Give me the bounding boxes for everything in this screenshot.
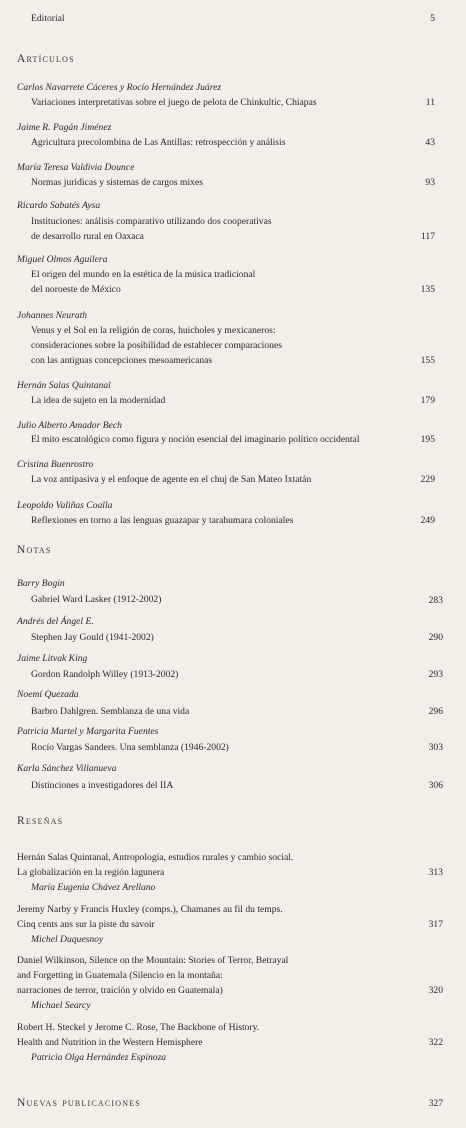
article-author: Miguel Olmos Aguilera: [17, 254, 108, 265]
note-page-number: 290: [428, 632, 443, 643]
article-title-line: Instituciones: análisis comparativo utilizando dos cooperativas: [31, 216, 272, 227]
article-title-line: de desarrollo rural en Oaxaca: [31, 231, 144, 242]
article-page-number: 117: [420, 231, 435, 242]
article-title: La voz antipasiva y el enfoque de agente en el chuj de San Mateo Ixtatán: [31, 474, 312, 485]
article-page-number: 11: [425, 97, 435, 108]
article-title: Reflexiones en torno a las lenguas guazapar y tarahumara coloniales: [31, 515, 294, 526]
note-title: Stephen Jay Gould (1941-2002): [31, 632, 154, 643]
article-author: Carlos Navarrete Cáceres y Rocío Hernández Juárez: [17, 82, 222, 93]
article-title-line: consideraciones sobre la posibilidad de establecer comparaciones: [31, 340, 282, 351]
note-author: Noemí Quezada: [17, 689, 79, 700]
review-line: La globalización en la región lagunera: [17, 867, 165, 878]
note-page-number: 296: [428, 706, 443, 717]
note-author: Patricia Martel y Margarita Fuentes: [17, 726, 159, 737]
article-page-number: 195: [420, 434, 435, 445]
note-author: Barry Bogin: [17, 578, 65, 589]
review-line: and Forgetting in Guatemala (Silencio en la montaña:: [17, 970, 223, 981]
review-line: Daniel Wilkinson, Silence on the Mountain: Stories of Terror, Betrayal: [17, 955, 289, 966]
editorial-page-number: 5: [430, 13, 435, 24]
review-line: Jeremy Narby y Francis Huxley (comps.), Chamanes au fil du temps.: [17, 904, 283, 915]
review-line: Health and Nutrition in the Western Hemisphere: [17, 1037, 203, 1048]
note-title: Rocío Vargas Sanders. Una semblanza (1946-2002): [31, 742, 229, 753]
article-title: Variaciones interpretativas sobre el juego de pelota de Chinkultic, Chiapas: [31, 97, 317, 108]
note-author: Andrés del Ángel E.: [17, 616, 94, 627]
article-title: Agricultura precolombina de Las Antillas: retrospección y análisis: [31, 137, 286, 148]
section-heading-nuevas-publicaciones: Nuevas publicaciones: [17, 1097, 141, 1109]
article-title: El mito escatológico como figura y noción esencial del imaginario político occidental: [31, 434, 360, 445]
article-author: Johannes Neurath: [17, 310, 88, 321]
section-heading-resenas: Reseñas: [17, 815, 64, 827]
review-page-number: 317: [428, 919, 443, 930]
article-author: Cristina Buenrostro: [17, 459, 94, 470]
reviewer-name: María Eugenia Chávez Arellano: [31, 882, 156, 893]
article-author: Hernán Salas Quintanal: [17, 380, 111, 391]
article-title-line: El origen del mundo en la estética de la música tradicional: [31, 269, 256, 280]
review-page-number: 322: [428, 1037, 443, 1048]
article-page-number: 179: [420, 395, 435, 406]
note-page-number: 306: [428, 780, 443, 791]
reviewer-name: Michel Duquesnoy: [31, 934, 104, 945]
article-title-line: Venus y el Sol en la religión de coras, huicholes y mexicaneros:: [31, 325, 276, 336]
nuevas-publicaciones-page-number: 327: [428, 1098, 443, 1109]
review-line: Hernán Salas Quintanal, Antropología, estudios rurales y cambio social.: [17, 852, 294, 863]
note-title: Distinciones a investigadores del IIA: [31, 780, 174, 791]
editorial-entry: Editorial: [31, 13, 65, 24]
note-title: Barbro Dahlgren. Semblanza de una vida: [31, 706, 190, 717]
review-page-number: 313: [428, 867, 443, 878]
article-author: Jaime R. Pagán Jiménez: [17, 122, 112, 133]
reviewer-name: Michael Searcy: [31, 1000, 91, 1011]
section-heading-notas: Notas: [17, 544, 52, 556]
note-author: Karla Sánchez Villanueva: [17, 763, 117, 774]
note-title: Gabriel Ward Lasker (1912-2002): [31, 594, 162, 605]
article-author: Julio Alberto Amador Bech: [17, 420, 122, 431]
note-page-number: 293: [428, 669, 443, 680]
note-title: Gordon Randolph Willey (1913-2002): [31, 669, 179, 680]
article-page-number: 135: [420, 284, 435, 295]
article-page-number: 249: [420, 515, 435, 526]
article-page-number: 229: [420, 474, 435, 485]
note-page-number: 283: [428, 595, 443, 606]
article-page-number: 43: [425, 137, 435, 148]
article-title: La idea de sujeto en la modernidad: [31, 395, 166, 406]
article-author: Leopoldo Valiñas Coalla: [17, 500, 113, 511]
article-page-number: 155: [420, 355, 435, 366]
section-heading-articulos: Artículos: [17, 53, 75, 65]
article-author: Ricardo Sabatés Aysa: [17, 200, 101, 211]
article-author: María Teresa Valdivia Dounce: [17, 162, 135, 173]
review-line: Cinq cents ans sur la piste du savoir: [17, 919, 155, 930]
reviewer-name: Patricia Olga Hernández Espinoza: [31, 1052, 167, 1063]
review-line: narraciones de terror, traición y olvido en Guatemala): [17, 985, 223, 996]
article-title: Normas jurídicas y sistemas de cargos mixes: [31, 177, 203, 188]
article-title-line: del noroeste de México: [31, 284, 121, 295]
note-author: Jaime Litvak King: [17, 653, 88, 664]
article-page-number: 93: [425, 177, 435, 188]
review-line: Robert H. Steckel y Jerome C. Rose, The Backbone of History.: [17, 1022, 260, 1033]
article-title-line: con las antiguas concepciones mesoamericanas: [31, 355, 213, 366]
note-page-number: 303: [428, 742, 443, 753]
review-page-number: 320: [428, 985, 443, 996]
